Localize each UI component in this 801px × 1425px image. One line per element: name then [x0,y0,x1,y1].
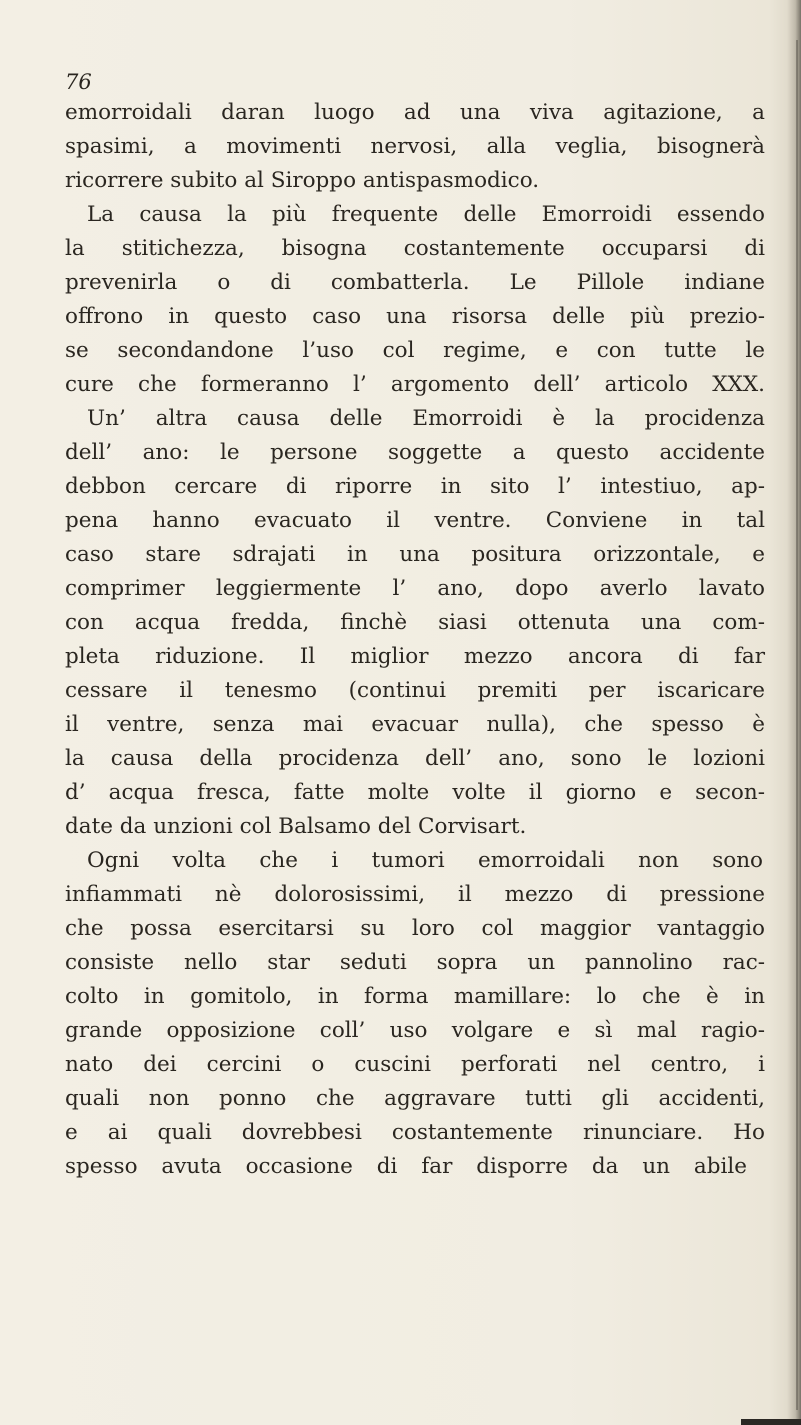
text-line: che possa esercitarsi su loro col maggior vantaggio [65,916,765,941]
text-line: La causa la più frequente delle Emorroidi essendo [87,202,765,227]
text-line: la causa della procidenza dell’ ano, sono le lozioni [65,746,765,771]
text-line: spesso avuta occasione di far disporre da un abile [65,1154,747,1179]
text-line: d’ acqua fresca, fatte molte volte il giorno e secon- [65,780,765,805]
text-line: cessare il tenesmo (continui premiti per iscaricare [65,678,765,703]
text-line: la stitichezza, bisogna costantemente occuparsi di [65,236,765,261]
text-line: pena hanno evacuato il ventre. Conviene in tal [65,508,765,533]
text-line: con acqua fredda, finchè siasi ottenuta una com- [65,610,765,635]
text-line: Un’ altra causa delle Emorroidi è la procidenza [87,406,765,431]
text-line: caso stare sdrajati in una positura orizzontale, e [65,542,765,567]
text-line: quali non ponno che aggravare tutti gli accidenti, [65,1086,765,1111]
text-line: offrono in questo caso una risorsa delle più prezio- [65,304,765,329]
text-line: infiammati nè dolorosissimi, il mezzo di pressione [65,882,765,907]
text-line: Ogni volta che i tumori emorroidali non sono [87,848,763,873]
text-line: comprimer leggiermente l’ ano, dopo averlo lavato [65,576,765,601]
page-number: 76 [65,70,92,94]
text-line: colto in gomitolo, in forma mamillare: lo che è in [65,984,765,1009]
text-line: pleta riduzione. Il miglior mezzo ancora di far [65,644,765,669]
text-line: dell’ ano: le persone soggette a questo accidente [65,440,765,465]
text-line: prevenirla o di combatterla. Le Pillole indiane [65,270,765,295]
text-line: spasimi, a movimenti nervosi, alla veglia, bisognerà [65,134,765,159]
text-line: cure che formeranno l’ argomento dell’ articolo XXX. [65,372,765,397]
body-text [65,96,765,1184]
text-line: il ventre, senza mai evacuar nulla), che spesso è [65,712,765,737]
text-line: se secondandone l’uso col regime, e con tutte le [65,338,765,363]
text-line: emorroidali daran luogo ad una viva agitazione, a [65,100,765,125]
page-edge-shadow [787,0,801,1425]
text-line: ricorrere subito al Siroppo antispasmodico. [65,168,540,193]
page-corner-mark [741,1419,801,1425]
text-line: grande opposizione coll’ uso volgare e sì mal ragio- [65,1018,765,1043]
text-line: consiste nello star seduti sopra un pannolino rac- [65,950,765,975]
text-line: debbon cercare di riporre in sito l’ intestiuo, ap- [65,474,765,499]
text-line: e ai quali dovrebbesi costantemente rinunciare. Ho [65,1120,765,1145]
text-line: nato dei cercini o cuscini perforati nel centro, i [65,1052,765,1077]
page-edge-line [796,40,798,1410]
text-line: date da unzioni col Balsamo del Corvisart. [65,814,527,839]
